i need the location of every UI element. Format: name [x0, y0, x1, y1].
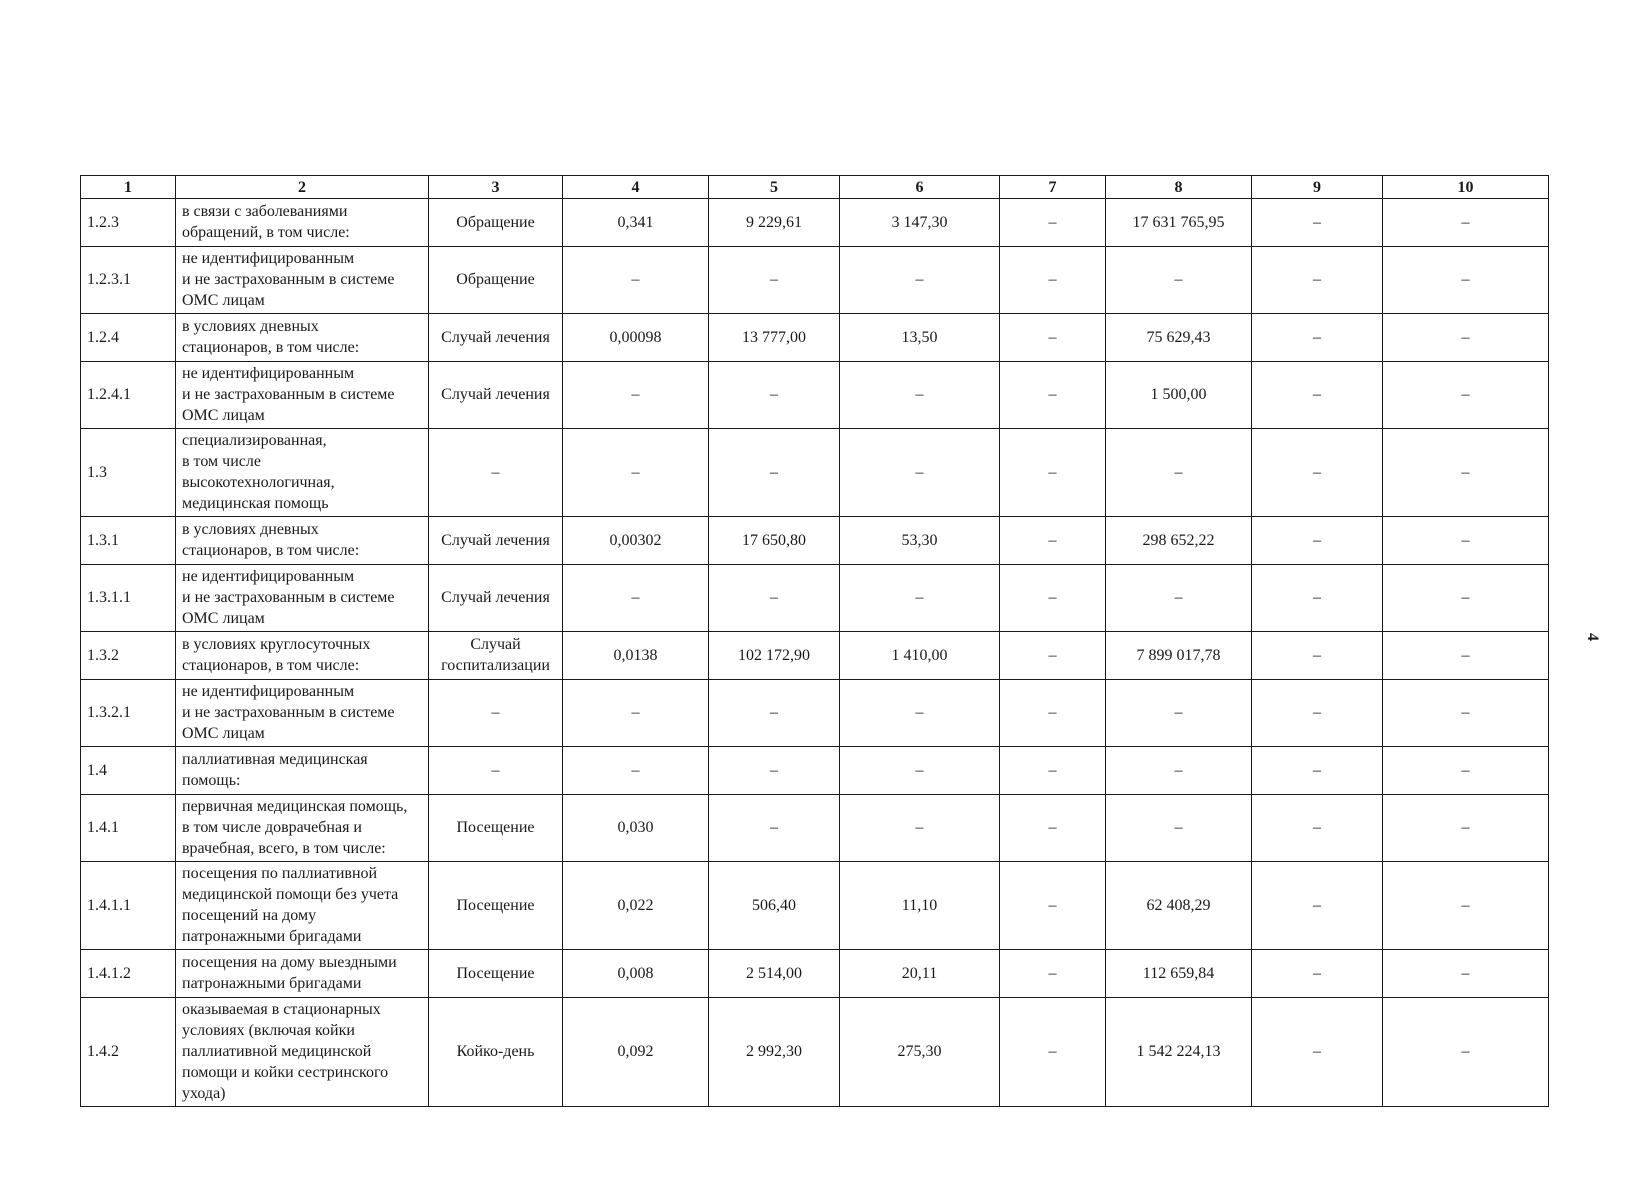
cell-c6: – — [840, 429, 1000, 517]
row-unit — [429, 795, 563, 862]
row-unit-line: Случай — [470, 636, 521, 653]
cell-c10: – — [1383, 314, 1549, 362]
row-unit — [429, 199, 563, 247]
row-name-line: посещения на дому выездными — [182, 954, 397, 971]
row-name-line: ОМС лицам — [182, 407, 265, 424]
row-name-line: в том числе доврачебная и — [182, 819, 362, 836]
row-name — [176, 998, 429, 1107]
row-name — [176, 314, 429, 362]
cell-c4: 0,00302 — [563, 517, 709, 565]
cell-c10: – — [1383, 795, 1549, 862]
row-unit — [429, 565, 563, 632]
cell-c5: – — [709, 429, 840, 517]
row-name-line: ухода) — [182, 1085, 226, 1102]
table-row — [81, 795, 1549, 862]
row-name — [176, 862, 429, 950]
row-unit-line: Случай лечения — [441, 328, 550, 346]
row-unit — [429, 862, 563, 950]
cell-c9: – — [1252, 950, 1383, 998]
cell-c8: – — [1106, 747, 1252, 795]
table-row — [81, 632, 1549, 680]
row-unit-line: Посещение — [456, 964, 535, 982]
row-unit — [429, 517, 563, 565]
row-name-line: высокотехнологичная, — [182, 474, 335, 491]
cell-c7: – — [1000, 862, 1106, 950]
cell-c9: – — [1252, 998, 1383, 1107]
row-name — [176, 565, 429, 632]
cell-c5: 2 514,00 — [709, 950, 840, 998]
row-code: 1.4 — [81, 747, 176, 795]
cell-c7: – — [1000, 632, 1106, 680]
cell-c4: – — [563, 429, 709, 517]
cell-c9: – — [1252, 362, 1383, 429]
table-row — [81, 314, 1549, 362]
cell-c6: – — [840, 747, 1000, 795]
cell-c4: 0,022 — [563, 862, 709, 950]
cell-c7: – — [1000, 199, 1106, 247]
row-name-line: и не застрахованным в системе — [182, 704, 395, 721]
cell-c10: – — [1383, 632, 1549, 680]
cell-c5: – — [709, 747, 840, 795]
cell-c5: – — [709, 247, 840, 314]
table-row — [81, 565, 1549, 632]
cell-c10: – — [1383, 862, 1549, 950]
cell-c4: – — [563, 680, 709, 747]
row-unit-line: Койко-день — [456, 1043, 535, 1060]
column-header: 10 — [1383, 176, 1549, 199]
cell-c4: – — [563, 747, 709, 795]
cell-c6: – — [840, 362, 1000, 429]
row-unit — [429, 950, 563, 998]
row-name-line: паллиативная медицинская — [182, 751, 368, 768]
cell-c7: – — [1000, 680, 1106, 747]
cell-c8: 17 631 765,95 — [1106, 199, 1252, 247]
cell-c10: – — [1383, 998, 1549, 1107]
column-header: 9 — [1252, 176, 1383, 199]
cell-c7: – — [1000, 429, 1106, 517]
cell-c10: – — [1383, 429, 1549, 517]
row-name-line: патронажными бригадами — [182, 928, 362, 945]
table-row — [81, 199, 1549, 247]
row-name — [176, 429, 429, 517]
cell-c9: – — [1252, 429, 1383, 517]
column-header: 4 — [563, 176, 709, 199]
row-name-line: не идентифицированным — [182, 568, 355, 585]
row-name-line: не идентифицированным — [182, 683, 355, 700]
table-body — [81, 199, 1549, 1107]
cell-c8: 1 500,00 — [1106, 362, 1252, 429]
cell-c8: – — [1106, 565, 1252, 632]
cell-c7: – — [1000, 950, 1106, 998]
cell-c5: – — [709, 565, 840, 632]
row-unit — [429, 632, 563, 680]
cell-c4: 0,030 — [563, 795, 709, 862]
cell-c9: – — [1252, 795, 1383, 862]
table-row — [81, 998, 1549, 1107]
row-name — [176, 247, 429, 314]
cell-c4: 0,00098 — [563, 314, 709, 362]
cell-c6: 20,11 — [840, 950, 1000, 998]
row-name-line: в условиях круглосуточных — [182, 636, 371, 653]
cell-c8: 75 629,43 — [1106, 314, 1252, 362]
cell-c9: – — [1252, 680, 1383, 747]
cell-c8: 1 542 224,13 — [1106, 998, 1252, 1107]
cell-c6: 53,30 — [840, 517, 1000, 565]
cell-c7: – — [1000, 314, 1106, 362]
row-code: 1.3.2.1 — [81, 680, 176, 747]
row-unit — [429, 247, 563, 314]
cell-c6: – — [840, 795, 1000, 862]
cell-c6: – — [840, 247, 1000, 314]
row-code: 1.3.1.1 — [81, 565, 176, 632]
cell-c7: – — [1000, 998, 1106, 1107]
column-header: 8 — [1106, 176, 1252, 199]
cell-c8: – — [1106, 795, 1252, 862]
row-name-line: в условиях дневных — [182, 318, 319, 335]
row-unit-line: Посещение — [456, 819, 535, 836]
row-name-line: врачебная, всего, в том числе: — [182, 840, 386, 857]
row-code: 1.3.1 — [81, 517, 176, 565]
row-code: 1.3 — [81, 429, 176, 517]
cell-c8: – — [1106, 680, 1252, 747]
row-unit — [429, 680, 563, 747]
column-header: 2 — [176, 176, 429, 199]
row-code: 1.4.1.2 — [81, 950, 176, 998]
column-header: 3 — [429, 176, 563, 199]
row-code: 1.2.3.1 — [81, 247, 176, 314]
cell-c6: – — [840, 680, 1000, 747]
cell-c4: 0,008 — [563, 950, 709, 998]
cell-c10: – — [1383, 517, 1549, 565]
row-name-line: ОМС лицам — [182, 292, 265, 309]
row-name-line: в том числе — [182, 453, 261, 470]
table-row — [81, 429, 1549, 517]
cell-c9: – — [1252, 247, 1383, 314]
cell-c6: 13,50 — [840, 314, 1000, 362]
cell-c5: 2 992,30 — [709, 998, 840, 1107]
row-unit-line: Случай лечения — [441, 531, 550, 549]
row-unit-line: Обращение — [456, 213, 535, 231]
row-name-line: оказываемая в стационарных — [182, 1001, 381, 1018]
row-name-line: в условиях дневных — [182, 521, 319, 538]
row-name — [176, 517, 429, 565]
cell-c5: – — [709, 362, 840, 429]
cell-c9: – — [1252, 747, 1383, 795]
cell-c4: – — [563, 362, 709, 429]
cell-c8: 112 659,84 — [1106, 950, 1252, 998]
row-name — [176, 632, 429, 680]
cell-c9: – — [1252, 565, 1383, 632]
row-unit-line: Случай лечения — [441, 589, 550, 606]
row-name-line: первичная медицинская помощь, — [182, 798, 408, 815]
cell-c10: – — [1383, 362, 1549, 429]
row-unit-line: – — [491, 761, 500, 779]
cell-c5: – — [709, 680, 840, 747]
table-row — [81, 680, 1549, 747]
row-name — [176, 362, 429, 429]
row-unit-line: Случай лечения — [441, 386, 550, 403]
cell-c5: – — [709, 795, 840, 862]
cell-c9: – — [1252, 632, 1383, 680]
row-name-line: обращений, в том числе: — [182, 224, 350, 241]
row-name-line: медицинская помощь — [182, 495, 329, 512]
row-code: 1.3.2 — [81, 632, 176, 680]
row-code: 1.2.4 — [81, 314, 176, 362]
row-unit-line: – — [491, 463, 500, 481]
cell-c8: 7 899 017,78 — [1106, 632, 1252, 680]
table-row — [81, 747, 1549, 795]
row-name-line: в связи с заболеваниями — [182, 203, 348, 220]
column-header: 1 — [81, 176, 176, 199]
cell-c4: – — [563, 565, 709, 632]
cell-c4: 0,092 — [563, 998, 709, 1107]
row-name-line: посещений на дому — [182, 907, 317, 924]
cell-c6: 1 410,00 — [840, 632, 1000, 680]
column-header: 6 — [840, 176, 1000, 199]
cell-c8: 62 408,29 — [1106, 862, 1252, 950]
row-unit — [429, 314, 563, 362]
table-row — [81, 517, 1549, 565]
row-name — [176, 795, 429, 862]
row-name-line: не идентифицированным — [182, 250, 355, 267]
row-unit — [429, 429, 563, 517]
cell-c5: 9 229,61 — [709, 199, 840, 247]
row-name — [176, 747, 429, 795]
cell-c6: 11,10 — [840, 862, 1000, 950]
row-name-line: посещения по паллиативной — [182, 865, 378, 882]
cell-c8: 298 652,22 — [1106, 517, 1252, 565]
cell-c5: 102 172,90 — [709, 632, 840, 680]
table-row — [81, 862, 1549, 950]
row-name-line: и не застрахованным в системе — [182, 589, 395, 606]
cell-c7: – — [1000, 362, 1106, 429]
cell-c4: – — [563, 247, 709, 314]
page-number: 4 — [1584, 633, 1601, 641]
cell-c9: – — [1252, 199, 1383, 247]
cell-c5: 506,40 — [709, 862, 840, 950]
row-unit — [429, 362, 563, 429]
column-header: 5 — [709, 176, 840, 199]
row-name-line: помощи и койки сестринского — [182, 1064, 389, 1081]
row-name — [176, 680, 429, 747]
row-code: 1.4.1.1 — [81, 862, 176, 950]
cell-c10: – — [1383, 199, 1549, 247]
row-name-line: паллиативной медицинской — [182, 1043, 372, 1060]
row-code: 1.2.4.1 — [81, 362, 176, 429]
row-name-line: условиях (включая койки — [182, 1022, 355, 1039]
cell-c10: – — [1383, 680, 1549, 747]
cell-c5: 17 650,80 — [709, 517, 840, 565]
row-code: 1.4.2 — [81, 998, 176, 1107]
cell-c6: 275,30 — [840, 998, 1000, 1107]
cell-c6: – — [840, 565, 1000, 632]
row-name-line: и не застрахованным в системе — [182, 386, 395, 403]
row-name-line: ОМС лицам — [182, 610, 265, 627]
cell-c9: – — [1252, 517, 1383, 565]
cell-c7: – — [1000, 517, 1106, 565]
cell-c7: – — [1000, 565, 1106, 632]
cell-c4: 0,0138 — [563, 632, 709, 680]
row-name-line: ОМС лицам — [182, 725, 265, 742]
data-table — [80, 175, 1549, 1107]
cell-c7: – — [1000, 795, 1106, 862]
row-code: 1.2.3 — [81, 199, 176, 247]
table-row — [81, 950, 1549, 998]
row-unit — [429, 747, 563, 795]
cell-c7: – — [1000, 747, 1106, 795]
row-unit-line: – — [491, 704, 500, 721]
cell-c6: 3 147,30 — [840, 199, 1000, 247]
cell-c5: 13 777,00 — [709, 314, 840, 362]
row-unit-line: Посещение — [456, 896, 535, 914]
row-name-line: и не застрахованным в системе — [182, 271, 395, 288]
cell-c8: – — [1106, 247, 1252, 314]
row-name-line: стационаров, в том числе: — [182, 657, 360, 674]
row-name — [176, 199, 429, 247]
row-name-line: патронажными бригадами — [182, 975, 362, 992]
column-header: 7 — [1000, 176, 1106, 199]
row-unit-line: госпитализации — [441, 657, 550, 674]
cell-c7: – — [1000, 247, 1106, 314]
cell-c4: 0,341 — [563, 199, 709, 247]
cell-c9: – — [1252, 862, 1383, 950]
table-row — [81, 247, 1549, 314]
cell-c10: – — [1383, 747, 1549, 795]
cell-c10: – — [1383, 565, 1549, 632]
row-name-line: не идентифицированным — [182, 365, 355, 382]
cell-c9: – — [1252, 314, 1383, 362]
row-code: 1.4.1 — [81, 795, 176, 862]
cell-c10: – — [1383, 247, 1549, 314]
row-unit-line: Обращение — [456, 271, 535, 288]
cell-c8: – — [1106, 429, 1252, 517]
row-name-line: медицинской помощи без учета — [182, 886, 399, 903]
row-name — [176, 950, 429, 998]
table-header-row — [81, 176, 1549, 199]
row-name-line: специализированная, — [182, 432, 327, 449]
row-name-line: стационаров, в том числе: — [182, 542, 360, 559]
row-unit — [429, 998, 563, 1107]
row-name-line: помощь: — [182, 772, 241, 789]
row-name-line: стационаров, в том числе: — [182, 339, 360, 356]
table-row — [81, 362, 1549, 429]
cell-c10: – — [1383, 950, 1549, 998]
